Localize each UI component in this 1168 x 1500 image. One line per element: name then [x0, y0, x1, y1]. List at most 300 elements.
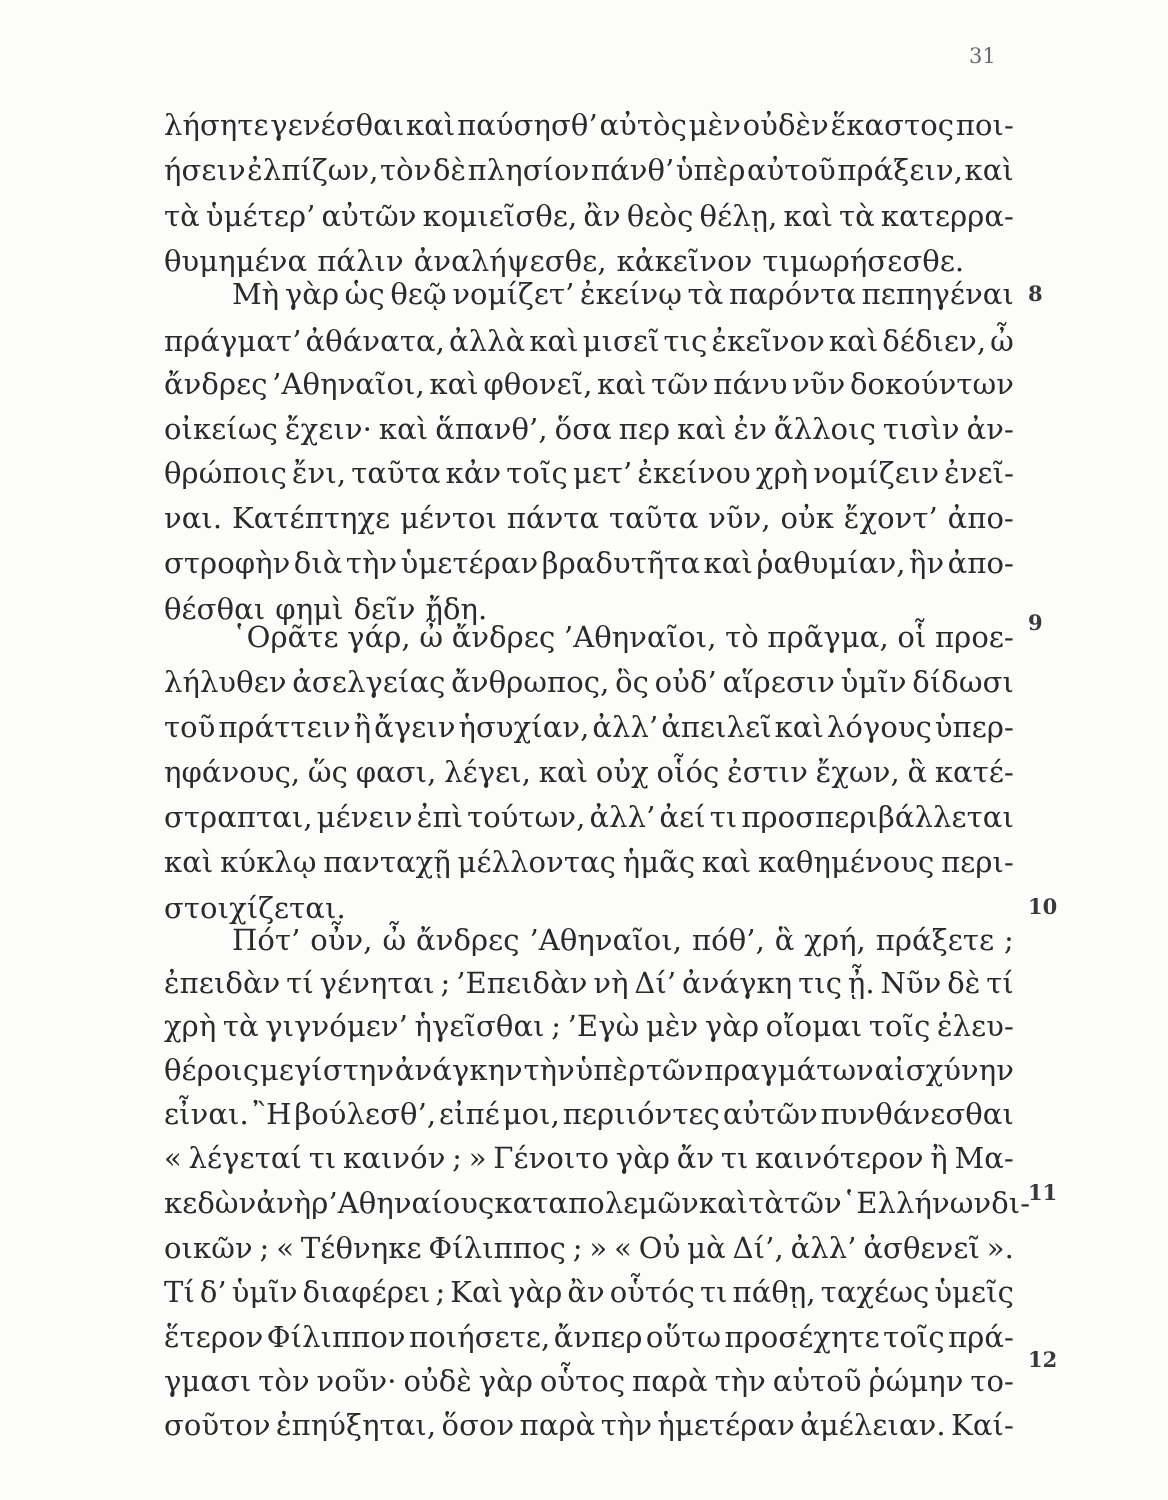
word: καὶ — [783, 199, 833, 233]
word: ; — [435, 1275, 446, 1309]
word: τί — [986, 966, 1014, 1000]
word: μέντοι — [400, 501, 498, 535]
word: οικῶν — [164, 1231, 253, 1265]
word: ἂν — [567, 1275, 605, 1309]
word: ῥαθυμίαν, — [756, 546, 906, 580]
word: ἄνδρες — [416, 923, 520, 957]
word: ῾Ελλήνων — [841, 1186, 992, 1220]
word: χρὴ — [164, 1009, 217, 1043]
word: τὰ — [748, 1186, 785, 1220]
word: νὴ — [593, 966, 629, 1000]
word: ἄνδρες — [164, 367, 268, 401]
word: μοι, — [502, 1097, 560, 1131]
word: δὲ — [432, 153, 467, 187]
word: καὶ — [964, 153, 1014, 187]
word: ; — [551, 1009, 562, 1043]
word: λήλυθεν — [164, 665, 287, 699]
word: ἢ — [930, 1141, 948, 1175]
word: ἕκαστος — [830, 108, 955, 142]
word: διὰ — [293, 546, 343, 580]
word: τὸν — [258, 1364, 310, 1398]
word: ἀπο- — [947, 546, 1014, 580]
word: ταῦτα — [351, 456, 441, 490]
word: βούλεσθ’, — [294, 1097, 437, 1131]
word: χρὴ — [755, 456, 809, 490]
word: οἷός — [656, 755, 720, 789]
word: ἄνδρες — [451, 620, 556, 654]
word: Γένοιτο — [493, 1141, 610, 1175]
text-line — [164, 1137, 1014, 1179]
word: τὴν — [714, 1364, 766, 1398]
word: ἐπειδὰν — [164, 966, 281, 1000]
word: καὶ — [701, 845, 752, 879]
word: ὑπὲρ — [575, 1053, 646, 1087]
word: προσπεριβάλλεται — [741, 800, 1014, 834]
word: ῾Ορᾶτε — [232, 620, 339, 654]
word: πλησίον — [467, 153, 590, 187]
word: τῶν — [784, 1186, 842, 1220]
word: ὑμετέραν — [400, 546, 539, 580]
text-line — [164, 320, 1014, 362]
word: ἐνεῖ- — [944, 456, 1014, 490]
text-line — [164, 1005, 1014, 1047]
word: πάνθ’ — [590, 153, 675, 187]
word: καὶ — [429, 367, 479, 401]
word: καὶ — [703, 546, 753, 580]
word: αὐτοῦ — [746, 153, 836, 187]
word: οὖν, — [310, 923, 373, 957]
word: δ’ — [199, 1275, 227, 1309]
text-line — [164, 661, 1014, 703]
word: ἐλπίζων, — [247, 153, 379, 187]
word: ἀνάγκη — [682, 966, 793, 1000]
section-number: 9 — [1028, 610, 1043, 635]
word: μὰ — [687, 1231, 726, 1265]
word: κἀκεῖνον — [616, 244, 753, 278]
word: το- — [970, 1364, 1014, 1398]
word: σοῦτον — [164, 1408, 271, 1442]
word: θεῷ — [390, 277, 447, 311]
word: καὶ — [378, 412, 429, 446]
word: ’Αθηναίους — [328, 1186, 495, 1220]
word: ἡμετέραν — [657, 1408, 795, 1442]
word: ἄγειν — [374, 710, 456, 744]
word: δέδιεν, — [882, 324, 987, 358]
word: ἡμᾶς — [622, 845, 696, 879]
word: κεδὼν — [164, 1186, 257, 1220]
word: τὰ — [687, 277, 724, 311]
word: πράξετε — [875, 923, 995, 957]
word: καὶ — [774, 710, 824, 744]
word: δίδωσι — [912, 665, 1014, 699]
word: ἐπηύξηται, — [275, 1408, 437, 1442]
word: στροφὴν — [164, 546, 291, 580]
word: ἔχων, — [815, 755, 900, 789]
word: μὲν — [688, 108, 741, 142]
word: πράγματ’ — [164, 324, 302, 358]
text-line — [164, 408, 1014, 450]
word: ὑμῖν — [231, 1275, 298, 1309]
word: οἷ — [897, 620, 927, 654]
word: γὰρ — [508, 1275, 563, 1309]
word: ; — [1004, 923, 1014, 957]
word: τι — [308, 1141, 337, 1175]
text-line — [164, 149, 1014, 191]
word: ἃ — [774, 923, 795, 957]
word: γένηται — [319, 966, 435, 1000]
word: αὐτῶν — [722, 1097, 818, 1131]
word: ποιήσετε, — [409, 1320, 551, 1354]
word: ὑμεῖς — [934, 1275, 1014, 1309]
word: ; — [452, 1141, 463, 1175]
word: πράττειν — [218, 710, 351, 744]
word: ἐκείνῳ — [580, 277, 682, 311]
word: ἤδη. — [425, 592, 488, 626]
word: τὰ — [222, 1009, 259, 1043]
word: λέγεταί — [188, 1141, 303, 1175]
word: ᾖ. — [847, 966, 875, 1000]
word: Νῦν — [880, 966, 942, 1000]
word: στοιχίζεται. — [164, 891, 346, 925]
word: βραδυτῆτα — [541, 546, 701, 580]
word: ὑπερ- — [934, 710, 1014, 744]
text-line — [232, 616, 1014, 658]
word: λήσητε — [164, 108, 269, 142]
word: νῦν — [792, 367, 846, 401]
word: φθονεῖ, — [483, 367, 593, 401]
word: ἔνι, — [292, 456, 347, 490]
text-line — [232, 273, 1014, 315]
word: θυμημένα — [164, 244, 308, 278]
word: οἰκείως — [164, 412, 278, 446]
word: τῶν — [651, 367, 709, 401]
text-line — [164, 1093, 1014, 1135]
word: ῍Η — [251, 1097, 292, 1131]
word: καὶ — [677, 412, 727, 446]
word: γάρ, — [347, 620, 411, 654]
section-number: 12 — [1028, 1347, 1058, 1372]
word: ἀλλ’ — [790, 1231, 857, 1265]
word: πόθ’, — [691, 923, 765, 957]
text-line — [164, 751, 1014, 793]
word: δεῖν — [353, 592, 416, 626]
word: Τί — [164, 1275, 195, 1309]
word: πάντα — [506, 501, 600, 535]
word: φημὶ — [275, 592, 344, 626]
word: μὲν — [645, 1009, 699, 1043]
text-line — [164, 841, 1014, 883]
word: τί — [286, 966, 314, 1000]
word: Κατέπτηχε — [231, 501, 391, 535]
word: ἔχειν· — [284, 412, 372, 446]
word: παρὰ — [632, 1364, 708, 1398]
word: κύκλῳ — [220, 845, 317, 879]
word: οὐδὲ — [403, 1364, 472, 1398]
word: αὑτοῦ — [772, 1364, 862, 1398]
word: μέλλοντας — [457, 845, 617, 879]
word: θέλῃ, — [699, 199, 778, 233]
word: θέροις — [164, 1053, 260, 1087]
word: τισὶν — [882, 412, 960, 446]
word: ἐν — [733, 412, 767, 446]
word: ἐκεῖνον — [711, 324, 825, 358]
word: οὐδ’ — [654, 665, 717, 699]
word: ὅσα — [554, 412, 612, 446]
word: λόγους — [826, 710, 932, 744]
word: ἐστιν — [727, 755, 808, 789]
word: ἣν — [909, 546, 945, 580]
word: νομίζειν — [813, 456, 940, 490]
word: ἀν- — [966, 412, 1014, 446]
word: ὑμῖν — [840, 665, 907, 699]
word: Πότ’ — [232, 923, 301, 957]
word: ἀνὴρ — [256, 1186, 329, 1220]
word: καὶ — [164, 845, 214, 879]
word: παύσησθ’ — [457, 108, 598, 142]
word: τι — [720, 1141, 749, 1175]
word: ἡσυχίαν, — [458, 710, 590, 744]
word: τὸν — [380, 153, 432, 187]
word: ἀμέλειαν. — [800, 1408, 946, 1442]
word: παρόντα — [728, 277, 857, 311]
word: ἂν — [583, 199, 621, 233]
word: ἀλλ’ — [592, 710, 659, 744]
word: παρὰ — [519, 1408, 596, 1442]
word: τοῖς — [883, 1320, 945, 1354]
word: τὴν — [345, 546, 398, 580]
text-line — [164, 542, 1014, 584]
word: καὶ — [538, 755, 589, 789]
word: Καὶ — [450, 1275, 504, 1309]
word: κατερρα- — [880, 199, 1014, 233]
text-line — [164, 1227, 1014, 1269]
page-number: 31 — [969, 44, 996, 68]
word: περι- — [941, 845, 1014, 879]
word: περ — [618, 412, 671, 446]
text-line — [164, 452, 1014, 494]
text-line — [164, 195, 1014, 237]
word: ἕτερον — [164, 1320, 264, 1354]
word: καὶ — [597, 367, 647, 401]
word: πάνυ — [713, 367, 788, 401]
word: ὑμέτερ’ — [205, 199, 316, 233]
word: ὡς — [344, 277, 385, 311]
word: γὰρ — [615, 1141, 671, 1175]
word: αὐτῶν — [321, 199, 417, 233]
word: γὰρ — [478, 1364, 534, 1398]
word: οὐχ — [595, 755, 649, 789]
word: καὶ — [529, 324, 579, 358]
word: ἀλλὰ — [448, 324, 526, 358]
word: ἀπο- — [947, 501, 1014, 535]
word: τι — [699, 1275, 728, 1309]
word: Καί- — [951, 1408, 1014, 1442]
word: μισεῖ — [582, 324, 660, 358]
word: αὐτὸς — [599, 108, 687, 142]
section-number: 11 — [1028, 1180, 1058, 1205]
word: ἔχοντ’ — [843, 501, 938, 535]
word: ηφάνους, — [164, 755, 301, 789]
word: « — [614, 1231, 632, 1265]
word: πάθῃ, — [732, 1275, 816, 1309]
word: ’Εγὼ — [567, 1009, 640, 1043]
word: τὸ — [725, 620, 759, 654]
word: τὴν — [600, 1408, 653, 1442]
word: στραπται, — [164, 800, 313, 834]
text-line — [164, 1049, 1014, 1091]
word: ἢ — [353, 710, 372, 744]
word: Φίλιππον — [266, 1320, 406, 1354]
word: ἀσελγείας — [292, 665, 446, 699]
word: ’Επειδὰν — [456, 966, 588, 1000]
section-number: 8 — [1028, 281, 1043, 306]
word: ῥώμην — [868, 1364, 964, 1398]
word: ἀπειλεῖ — [661, 710, 772, 744]
word: Φίλιππος — [428, 1231, 566, 1265]
word: προσέχητε — [724, 1320, 880, 1354]
word: πεπηγέναι — [861, 277, 1014, 311]
word: καὶ — [698, 1186, 749, 1220]
word: ἃ — [907, 755, 928, 789]
word: τιμωρήσεσθε. — [762, 244, 965, 278]
word: δὲ — [947, 966, 981, 1000]
word: τῶν — [645, 1053, 704, 1087]
word: μετ’ — [572, 456, 633, 490]
word: τις — [798, 966, 843, 1000]
word: τοῖς — [868, 1009, 931, 1043]
text-line — [164, 1271, 1014, 1313]
word: καὶ — [828, 324, 879, 358]
word: Μα- — [954, 1141, 1014, 1175]
word: ἐκείνου — [637, 456, 751, 490]
word: ἀνάγκην — [394, 1053, 523, 1087]
word: δοκούντων — [849, 367, 1014, 401]
text-line — [164, 1182, 1031, 1224]
word: καθημένους — [758, 845, 935, 879]
word: τις — [663, 324, 708, 358]
word: γιγνόμεν’ — [265, 1009, 408, 1043]
word: πανταχῇ — [323, 845, 451, 879]
word: ». — [986, 1231, 1014, 1265]
word: ; — [440, 966, 451, 1000]
word: ἄνθρωπος, — [451, 665, 610, 699]
word: τὰ — [164, 199, 200, 233]
word: ἄνπερ — [553, 1320, 643, 1354]
word: ὑπὲρ — [675, 153, 746, 187]
word: γενέσθαι — [270, 108, 405, 142]
word: » — [468, 1141, 487, 1175]
word: πάλιν — [317, 244, 404, 278]
text-line — [164, 363, 1014, 405]
word: πραγμάτων — [704, 1053, 874, 1087]
word: καινότερον — [755, 1141, 924, 1175]
word: ; — [259, 1231, 270, 1265]
text-line — [164, 497, 1014, 539]
word: κἀν — [445, 456, 502, 490]
word: γὰρ — [284, 277, 340, 311]
word: νοῦν· — [316, 1364, 397, 1398]
word: τὰ — [839, 199, 875, 233]
word: ὦ — [990, 324, 1014, 358]
word: ὃς — [615, 665, 649, 699]
word: οὗτός — [609, 1275, 696, 1309]
word: ; — [572, 1231, 583, 1265]
word: ναι. — [164, 501, 223, 535]
word: γμασι — [164, 1364, 252, 1398]
word: θρώποις — [164, 456, 287, 490]
word: οὐδὲν — [742, 108, 829, 142]
word: τι — [709, 800, 738, 834]
word: διαφέρει — [302, 1275, 431, 1309]
word: ὥς — [307, 755, 349, 789]
word: « — [164, 1141, 182, 1175]
word: αἵρεσιν — [722, 665, 836, 699]
word: καινόν — [343, 1141, 446, 1175]
word: ἡγεῖσθαι — [414, 1009, 545, 1043]
word: Οὐ — [638, 1231, 681, 1265]
word: μένειν — [316, 800, 413, 834]
word: ήσειν — [164, 153, 246, 187]
word: περιιόντες — [562, 1097, 721, 1131]
word: ἀσθενεῖ — [863, 1231, 980, 1265]
word: ἅπανθ’, — [435, 412, 548, 446]
word: θέσθαι — [164, 592, 266, 626]
word: εἰπέ — [439, 1097, 500, 1131]
word: ’Αθηναῖοι, — [563, 620, 717, 654]
word: φασι, — [355, 755, 437, 789]
word: ταχέως — [820, 1275, 930, 1309]
word: Δί’ — [634, 966, 677, 1000]
word: οὐκ — [780, 501, 834, 535]
text-line — [164, 104, 1014, 146]
word: ἐπὶ — [416, 800, 464, 834]
word: πράξειν, — [837, 153, 964, 187]
word: τοῖς — [506, 456, 568, 490]
word: κατέ- — [934, 755, 1014, 789]
word: τούτων, — [467, 800, 586, 834]
word: μεγίστην — [259, 1053, 395, 1087]
word: Τέθνηκε — [300, 1231, 422, 1265]
word: ποι- — [955, 108, 1014, 142]
text-line — [164, 1404, 1014, 1446]
word: κομιεῖσθε, — [422, 199, 578, 233]
word: αἰσχύνην — [874, 1053, 1014, 1087]
word: ὦ — [419, 620, 444, 654]
text-line — [164, 796, 1014, 838]
word: οἴομαι — [765, 1009, 863, 1043]
word: νῦν, — [708, 501, 771, 535]
text-line — [164, 962, 1014, 1004]
word: » — [589, 1231, 608, 1265]
word: ὅσον — [441, 1408, 515, 1442]
word: νομίζετ’ — [452, 277, 575, 311]
text-line — [164, 1360, 1014, 1402]
word: ἄν — [676, 1141, 715, 1175]
word: « — [276, 1231, 295, 1265]
section-number: 10 — [1028, 894, 1058, 919]
word: εἶναι. — [164, 1097, 249, 1131]
word: ἀλλ’ — [589, 800, 656, 834]
word: ἐλευ- — [936, 1009, 1014, 1043]
word: λέγει, — [444, 755, 532, 789]
text-line — [164, 1316, 1014, 1358]
word: χρή, — [804, 923, 866, 957]
word: θεὸς — [626, 199, 694, 233]
word: ’Αθηναῖοι, — [272, 367, 425, 401]
word: δι- — [991, 1186, 1031, 1220]
word: ἀναλήψεσθε, — [413, 244, 607, 278]
word: Μὴ — [232, 277, 280, 311]
